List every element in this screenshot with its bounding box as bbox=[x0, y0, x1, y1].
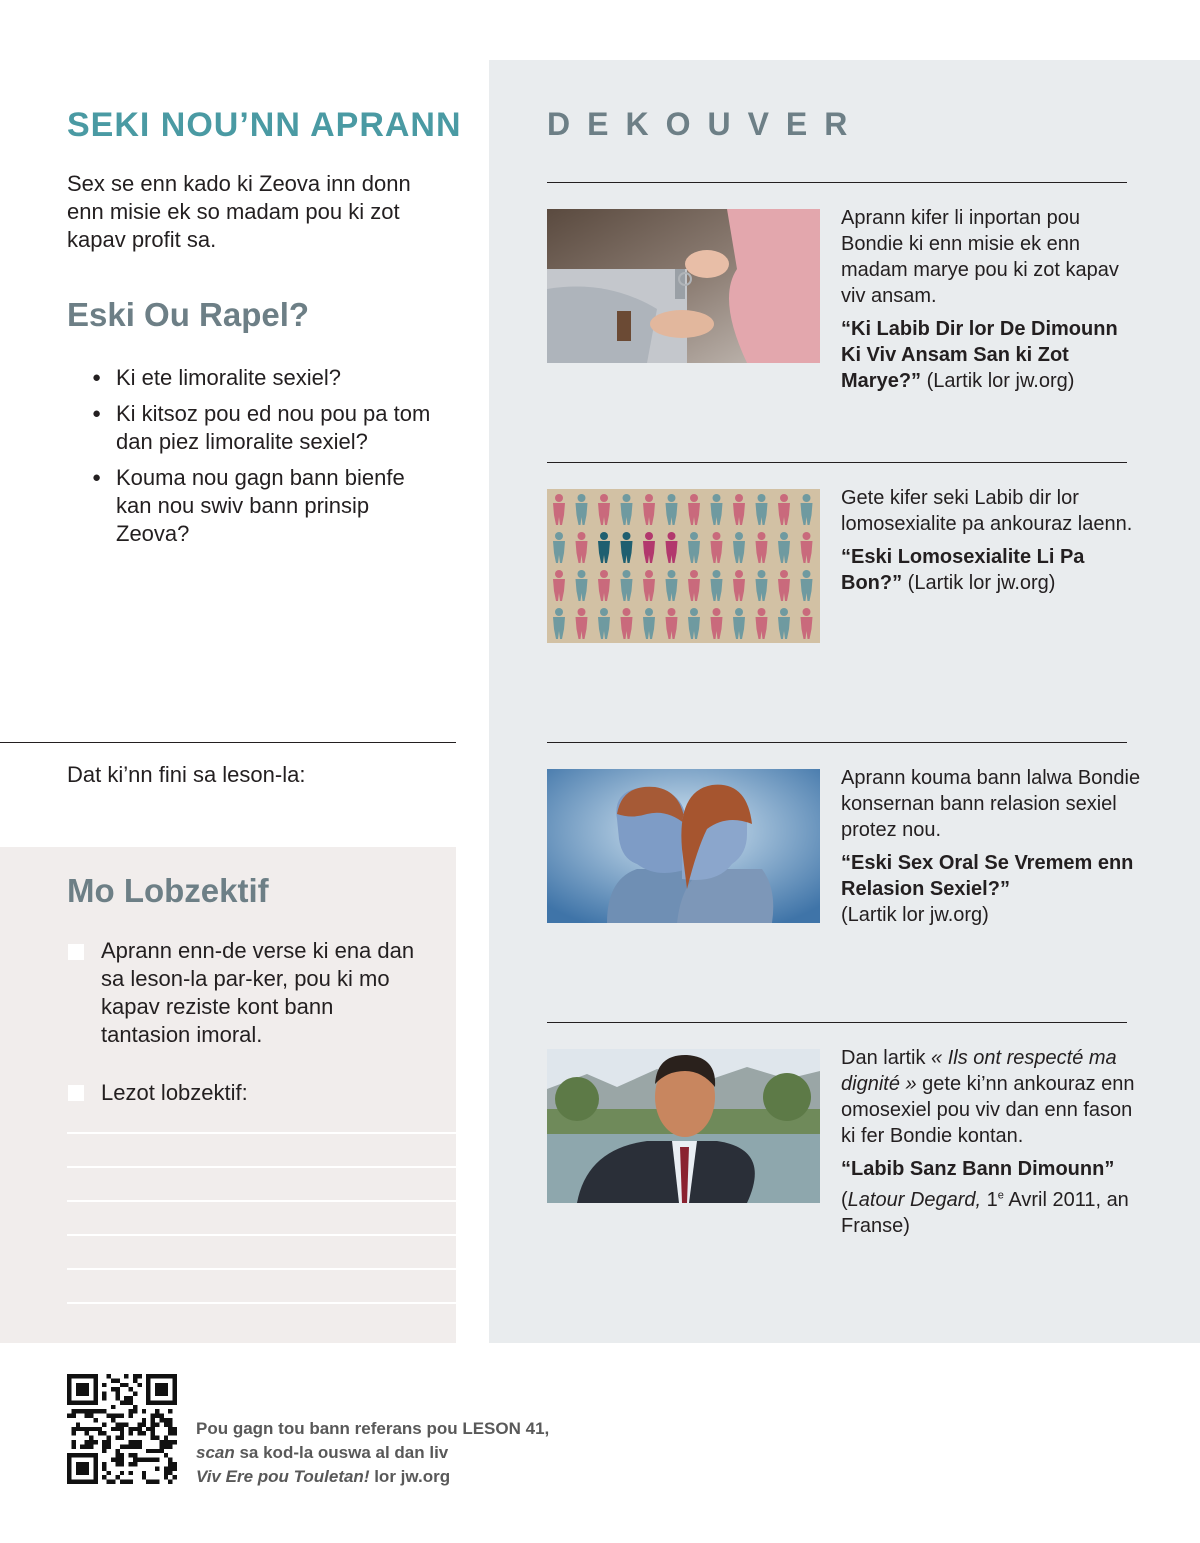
discover-item-1 bbox=[841, 205, 1141, 394]
article-source: (Lartik lor jw.org) bbox=[907, 572, 1056, 594]
footer-note bbox=[196, 1417, 596, 1489]
objective-checkbox[interactable] bbox=[68, 1085, 84, 1101]
writing-line[interactable] bbox=[67, 1166, 456, 1168]
article-name: « Ils ont respecté ma dignité » bbox=[841, 1047, 1117, 1095]
article-link[interactable] bbox=[841, 1156, 1141, 1239]
item-divider bbox=[547, 182, 1127, 183]
objective-title: Mo Lobzektif bbox=[67, 872, 269, 909]
item-divider bbox=[547, 1022, 1127, 1023]
item-description: Dan lartik « Ils ont respecté ma dignité » gete ki’nn ankouraz enn omosexiel pou viv dan enn fason ki fer Bondie kontan. bbox=[841, 1047, 1135, 1147]
writing-line[interactable] bbox=[67, 1234, 456, 1236]
people-figures-image[interactable] bbox=[547, 489, 820, 643]
discover-item-2 bbox=[841, 485, 1141, 596]
review-question: ● Kouma nou gagn bann bienfe kan nou swiv bann prinsip Zeova? bbox=[92, 464, 437, 548]
qr-code-icon[interactable] bbox=[67, 1374, 177, 1484]
writing-line[interactable] bbox=[67, 1302, 456, 1304]
article-link[interactable] bbox=[841, 850, 1141, 928]
book-title: Viv Ere pou Touletan! bbox=[196, 1467, 370, 1486]
couple-silhouette-image[interactable] bbox=[547, 769, 820, 923]
footer-line: scan sa kod-la ouswa al dan liv bbox=[196, 1443, 449, 1462]
article-title: “Labib Sanz Bann Dimounn” bbox=[841, 1158, 1115, 1180]
review-questions bbox=[92, 364, 437, 556]
article-link[interactable] bbox=[841, 316, 1141, 394]
writing-line[interactable] bbox=[67, 1268, 456, 1270]
objective-checkbox[interactable] bbox=[68, 944, 84, 960]
article-source: (Lartik lor jw.org) bbox=[926, 370, 1075, 392]
item-divider bbox=[547, 742, 1127, 743]
writing-line[interactable] bbox=[67, 1200, 456, 1202]
footer-line: Viv Ere pou Touletan! lor jw.org bbox=[196, 1467, 451, 1486]
man-portrait-image[interactable] bbox=[547, 1049, 820, 1203]
review-title: Eski Ou Rapel? bbox=[67, 296, 310, 333]
item-description: Aprann kouma bann lalwa Bondie konsernan bann relasion sexiel protez nou. bbox=[841, 767, 1141, 841]
date-divider bbox=[0, 742, 456, 743]
review-question: ● Ki ete limoralite sexiel? bbox=[92, 364, 437, 392]
lesson-summary-text: Sex se enn kado ki Zeova inn donn enn misie ek so madam pou ki zot kapav profit sa. bbox=[67, 171, 411, 252]
item-divider bbox=[547, 462, 1127, 463]
keys-handover-image[interactable] bbox=[547, 209, 820, 363]
discover-item-3 bbox=[841, 765, 1141, 928]
footer-line: Pou gagn tou bann referans pou LESON 41, bbox=[196, 1419, 550, 1438]
writing-line[interactable] bbox=[67, 1132, 456, 1134]
lesson-summary-title: SEKI NOU’NN APRANN bbox=[67, 106, 462, 144]
article-title: “Eski Lomosexialite Li Pa Bon?” bbox=[841, 546, 1085, 594]
item-description: Gete kifer seki Labib dir lor lomosexialite pa ankouraz laenn. bbox=[841, 487, 1133, 535]
article-source: (Lartik lor jw.org) bbox=[841, 904, 989, 926]
review-question: ● Ki kitsoz pou ed nou pou pa tom dan piez limoralite sexiel? bbox=[92, 400, 437, 456]
article-title: “Eski Sex Oral Se Vremem enn Relasion Sexiel?” bbox=[841, 852, 1134, 900]
item-description: Aprann kifer li inportan pou Bondie ki enn misie ek enn madam marye pou ki zot kapav viv ansam. bbox=[841, 207, 1119, 307]
objective-item-1: Aprann enn-de verse ki ena dan sa leson-la par-ker, pou ki mo kapav reziste kont bann tantasion imoral. bbox=[101, 938, 415, 1047]
completion-date-label: Dat ki’nn fini sa leson-la: bbox=[67, 762, 306, 787]
article-link[interactable] bbox=[841, 544, 1141, 596]
discover-title: DEKOUVER bbox=[547, 106, 865, 142]
discover-item-4 bbox=[841, 1045, 1141, 1239]
objective-item-2: Lezot lobzektif: bbox=[101, 1080, 248, 1105]
article-title: “Ki Labib Dir lor De Dimounn Ki Viv Ansam San ki Zot Marye?” bbox=[841, 318, 1118, 392]
article-source: (Latour Degard, 1e Avril 2011, an Franse) bbox=[841, 1188, 1129, 1237]
